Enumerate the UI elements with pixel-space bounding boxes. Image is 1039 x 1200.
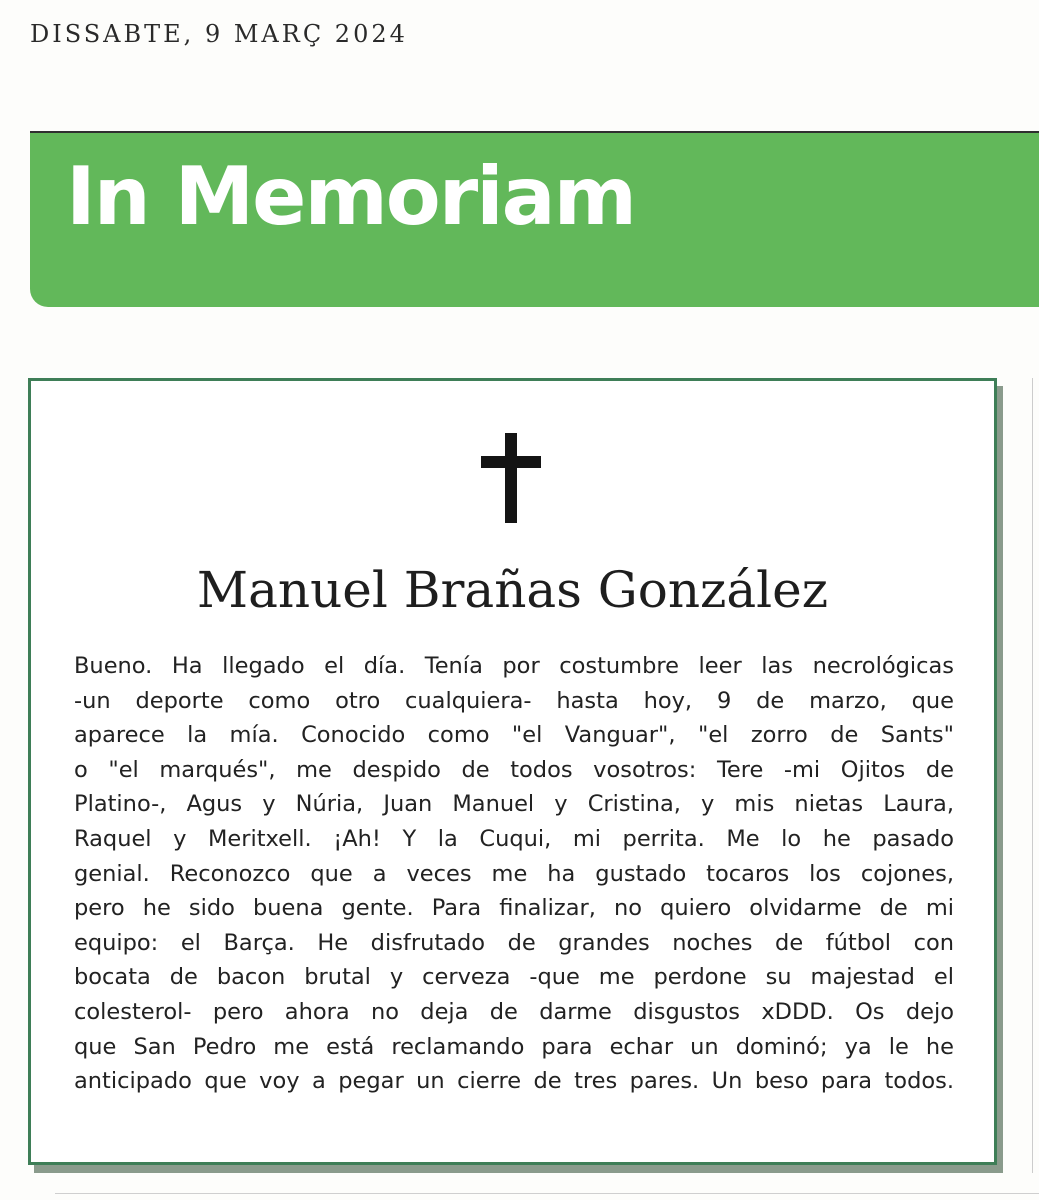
dateline: DISSABTE, 9 MARÇ 2024: [30, 20, 408, 48]
column-rule: [1032, 378, 1033, 1173]
text-line: Bueno. Ha llegado el día. Tenía por costumbre leer las necrológicas: [74, 653, 954, 679]
text-line: bocata de bacon brutal y cerveza -que me perdone su majestad el: [74, 964, 954, 991]
obituary-text: [74, 649, 954, 1099]
text-line: pero he sido buena gente. Para finalizar, no quiero olvidarme de mi: [74, 895, 954, 922]
text-line: Platino-, Agus y Núria, Juan Manuel y Cristina, y mis nietas Laura,: [74, 791, 954, 818]
cross-icon: [481, 433, 541, 523]
text-line: Raquel y Meritxell. ¡Ah! Y la Cuqui, mi perrita. Me lo he pasado: [74, 825, 954, 852]
text-line: que San Pedro me está reclamando para echar un dominó; ya le he: [74, 1033, 954, 1060]
text-line: equipo: el Barça. He disfrutado de grandes noches de fútbol con: [74, 929, 954, 956]
section-title: In Memoriam: [66, 150, 635, 243]
text-line: colesterol- pero ahora no deja de darme disgustos xDDD. Os dejo: [74, 998, 954, 1025]
text-line: aparece la mía. Conocido como "el Vanguar", "el zorro de Sants": [74, 722, 954, 749]
text-line: -un deporte como otro cualquiera- hasta hoy, 9 de marzo, que: [74, 687, 954, 714]
page-bottom-rule: [55, 1193, 1039, 1194]
text-line: o "el marqués", me despido de todos vosotros: Tere -mi Ojitos de: [74, 756, 954, 783]
deceased-name: Manuel Brañas González: [196, 561, 829, 619]
text-line: anticipado que voy a pegar un cierre de tres pares. Un beso para todos.: [74, 1068, 954, 1095]
section-banner: [30, 133, 1039, 307]
obituary-notice: [28, 378, 997, 1165]
text-line: genial. Reconozco que a veces me ha gustado tocaros los cojones,: [74, 860, 954, 887]
